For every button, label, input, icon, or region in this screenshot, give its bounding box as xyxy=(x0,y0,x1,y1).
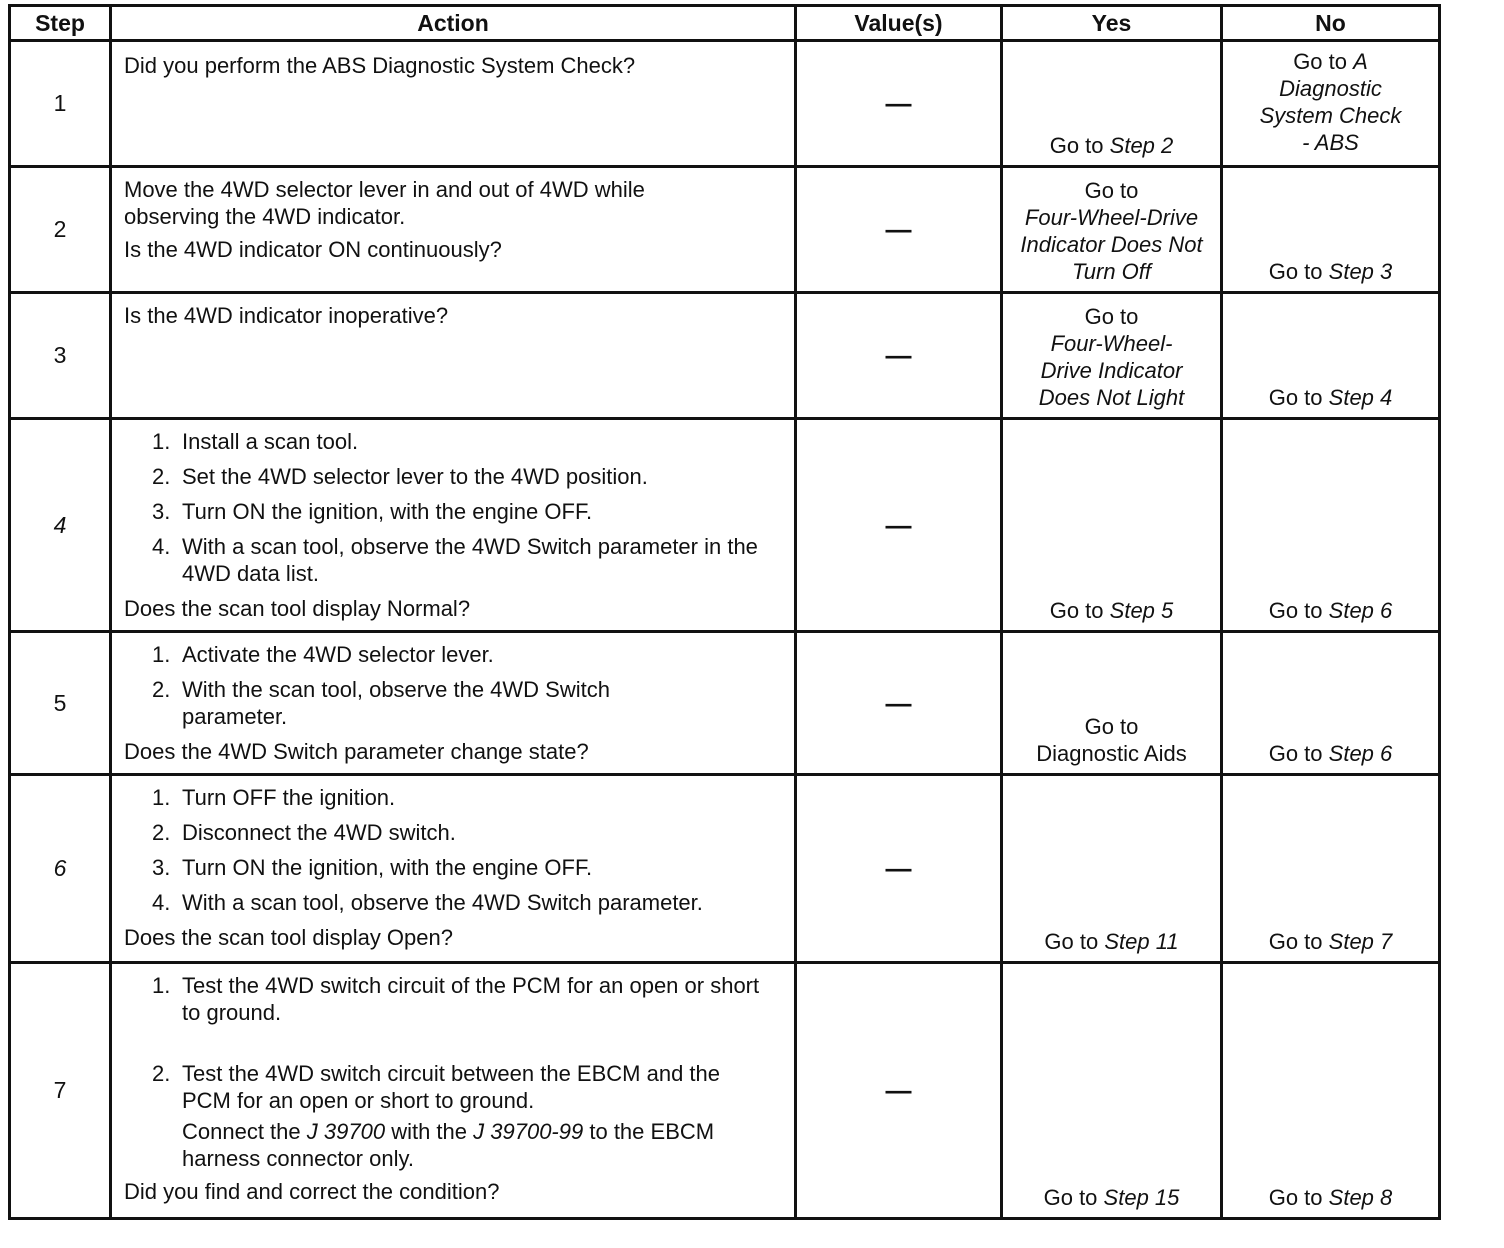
action-question: Is the 4WD indicator ON continuously? xyxy=(124,237,502,262)
action-steps xyxy=(124,972,784,1114)
action-steps xyxy=(124,784,784,916)
step-number: 1 xyxy=(10,41,111,167)
action-question: Did you perform the ABS Diagnostic System Check? xyxy=(124,53,636,78)
no-cell xyxy=(1222,632,1440,775)
value-cell: — xyxy=(796,963,1002,1219)
list-item: 2. Set the 4WD selector lever to the 4WD position. xyxy=(152,464,648,489)
yes-cell xyxy=(1002,293,1222,419)
yes-link[interactable]: Step 5 xyxy=(1109,598,1174,623)
no-prefix: Go to xyxy=(1268,929,1323,954)
header-row xyxy=(10,6,1440,41)
yes-link[interactable]: Step 2 xyxy=(1109,133,1174,158)
action-cell xyxy=(111,963,796,1219)
list-item: 2. Disconnect the 4WD switch. xyxy=(152,820,456,845)
no-link[interactable]: Step 7 xyxy=(1328,929,1393,954)
list-item: 4. With a scan tool, observe the 4WD Switch parameter in the 4WD data list. xyxy=(152,534,758,586)
action-cell xyxy=(111,293,796,419)
yes-prefix: Go to xyxy=(1043,1185,1098,1210)
no-prefix: Go to xyxy=(1293,49,1347,74)
diagnostic-table xyxy=(8,4,1441,1220)
list-item: 2. With the scan tool, observe the 4WD Switch parameter. xyxy=(152,677,610,729)
value-cell: — xyxy=(796,632,1002,775)
no-link[interactable]: A Diagnostic System Check - ABS xyxy=(1259,49,1402,155)
yes-link[interactable]: Four-Wheel-Drive Indicator Does Not Turn Off xyxy=(1020,205,1203,284)
action-question: Does the scan tool display Normal? xyxy=(124,596,471,621)
value-cell: — xyxy=(796,167,1002,293)
step-number: 2 xyxy=(10,167,111,293)
action-note: Connect the J 39700 with the J 39700-99 to the EBCM harness connector only. xyxy=(182,1119,715,1171)
header-no: No xyxy=(1222,6,1440,41)
list-item: 1. Install a scan tool. xyxy=(152,429,359,454)
no-cell xyxy=(1222,167,1440,293)
value-cell: — xyxy=(796,293,1002,419)
list-item: 2. Test the 4WD switch circuit between the EBCM and the PCM for an open or short to ground. xyxy=(152,1061,721,1113)
action-cell xyxy=(111,419,796,632)
yes-prefix: Go to xyxy=(1044,929,1099,954)
yes-prefix: Go to xyxy=(1084,304,1139,329)
yes-cell xyxy=(1002,963,1222,1219)
no-prefix: Go to xyxy=(1268,598,1323,623)
yes-prefix: Go to xyxy=(1049,133,1104,158)
yes-cell xyxy=(1002,419,1222,632)
action-question: Did you find and correct the condition? xyxy=(124,1179,500,1204)
no-prefix: Go to xyxy=(1268,385,1323,410)
action-question: Does the 4WD Switch parameter change state? xyxy=(124,739,589,764)
action-question: Does the scan tool display Open? xyxy=(124,925,453,950)
step-number: 7 xyxy=(10,963,111,1219)
yes-cell xyxy=(1002,775,1222,963)
action-steps xyxy=(124,641,784,730)
yes-link[interactable]: Diagnostic Aids xyxy=(1036,741,1187,766)
table-row xyxy=(10,775,1440,963)
action-cell xyxy=(111,775,796,963)
no-cell xyxy=(1222,41,1440,167)
no-prefix: Go to xyxy=(1268,1185,1323,1210)
list-item: 1. Activate the 4WD selector lever. xyxy=(152,642,494,667)
yes-prefix: Go to xyxy=(1084,714,1139,739)
header-step: Step xyxy=(10,6,111,41)
action-cell xyxy=(111,632,796,775)
no-prefix: Go to xyxy=(1268,259,1323,284)
header-yes: Yes xyxy=(1002,6,1222,41)
value-cell: — xyxy=(796,41,1002,167)
no-link[interactable]: Step 6 xyxy=(1328,598,1393,623)
no-link[interactable]: Step 4 xyxy=(1328,385,1393,410)
no-cell xyxy=(1222,775,1440,963)
action-intro: Move the 4WD selector lever in and out of 4WD while observing the 4WD indicator. xyxy=(124,177,645,229)
header-values: Value(s) xyxy=(796,6,1002,41)
step-number: 5 xyxy=(10,632,111,775)
no-cell xyxy=(1222,293,1440,419)
step-number: 3 xyxy=(10,293,111,419)
yes-link[interactable]: Step 15 xyxy=(1103,1185,1180,1210)
list-item: 3. Turn ON the ignition, with the engine OFF. xyxy=(152,855,593,880)
list-item: 4. With a scan tool, observe the 4WD Switch parameter. xyxy=(152,890,703,915)
no-link[interactable]: Step 3 xyxy=(1328,259,1393,284)
step-number: 4 xyxy=(10,419,111,632)
header-action: Action xyxy=(111,6,796,41)
table-row xyxy=(10,632,1440,775)
yes-cell xyxy=(1002,632,1222,775)
no-link[interactable]: Step 8 xyxy=(1328,1185,1393,1210)
value-cell: — xyxy=(796,775,1002,963)
action-steps xyxy=(124,428,784,587)
yes-cell xyxy=(1002,41,1222,167)
list-item: 1. Test the 4WD switch circuit of the PCM for an open or short to ground. xyxy=(152,973,760,1025)
no-cell xyxy=(1222,963,1440,1219)
action-cell xyxy=(111,167,796,293)
action-question: Is the 4WD indicator inoperative? xyxy=(124,303,449,328)
table-row xyxy=(10,167,1440,293)
step-number: 6 xyxy=(10,775,111,963)
table-row xyxy=(10,963,1440,1219)
list-item: 1. Turn OFF the ignition. xyxy=(152,785,396,810)
list-item: 3. Turn ON the ignition, with the engine OFF. xyxy=(152,499,593,524)
yes-link[interactable]: Step 11 xyxy=(1104,929,1179,954)
yes-link[interactable]: Four-Wheel-Drive Indicator Does Not Light xyxy=(1038,331,1185,410)
yes-prefix: Go to xyxy=(1049,598,1104,623)
value-cell: — xyxy=(796,419,1002,632)
yes-cell xyxy=(1002,167,1222,293)
no-cell xyxy=(1222,419,1440,632)
table-row xyxy=(10,41,1440,167)
no-link[interactable]: Step 6 xyxy=(1328,741,1393,766)
table-row xyxy=(10,419,1440,632)
yes-prefix: Go to xyxy=(1084,178,1139,203)
action-cell xyxy=(111,41,796,167)
no-prefix: Go to xyxy=(1268,741,1323,766)
table-row xyxy=(10,293,1440,419)
